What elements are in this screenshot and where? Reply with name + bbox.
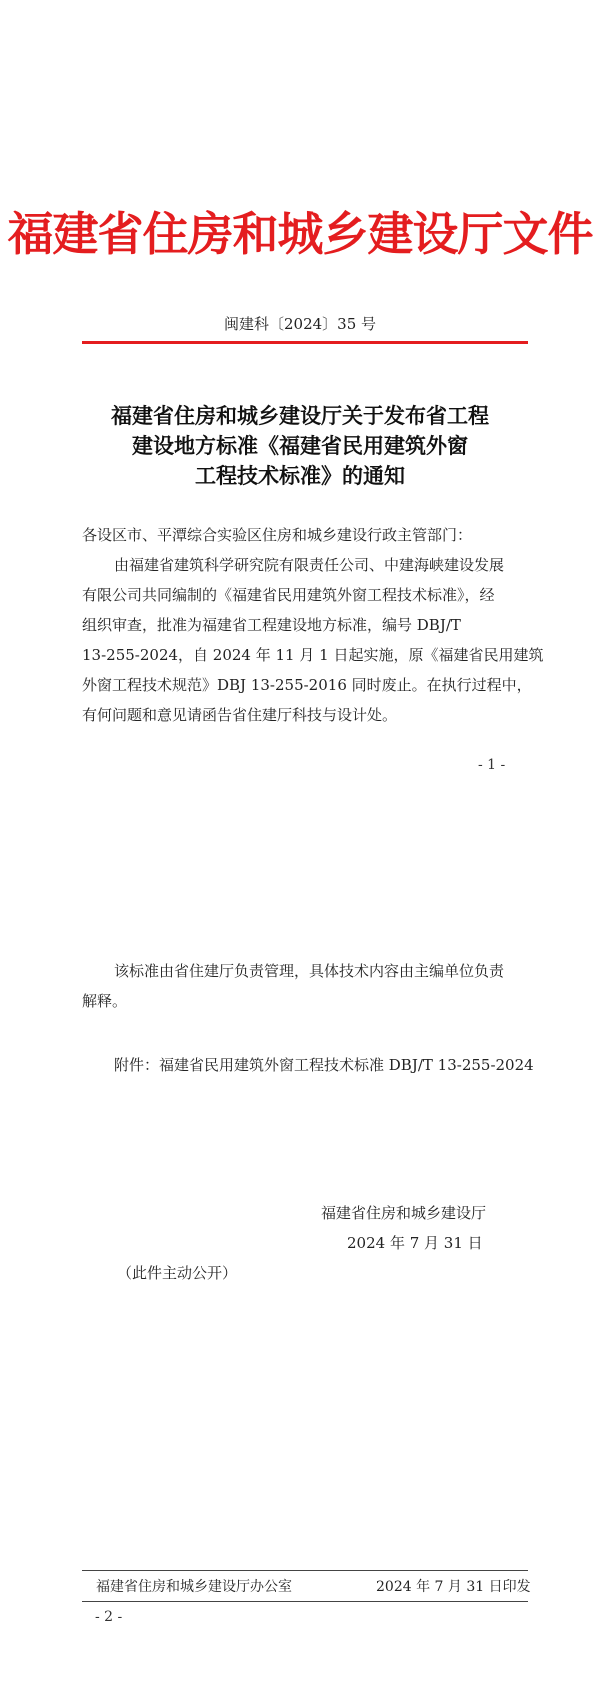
issuer-title: 福建省住房和城乡建设厅文件 <box>7 207 593 261</box>
footer-bottom-rule <box>82 1601 528 1602</box>
page2-body-line-1: 该标准由省住建厅负责管理，具体技术内容由主编单位负责 <box>114 962 505 980</box>
salutation: 各设区市、平潭综合实验区住房和城乡建设行政主管部门： <box>82 526 473 544</box>
body-line-2: 有限公司共同编制的《福建省民用建筑外窗工程技术标准》，经 <box>82 586 495 604</box>
notice-title-line-1: 福建省住房和城乡建设厅关于发布省工程 <box>111 403 489 428</box>
body-line-1: 由福建省建筑科学研究院有限责任公司、中建海峡建设发展 <box>114 556 505 574</box>
body-line-4: 13-255-2024，自 2024 年 11 月 1 日起实施，原《福建省民用建筑 <box>82 646 544 664</box>
footer-print-date: 2024 年 7 月 31 日印发 <box>376 1579 531 1595</box>
body-line-5: 外窗工程技术规范》DBJ 13-255-2016 同时废止。在执行过程中， <box>82 676 532 694</box>
page2-body-line-2: 解释。 <box>82 992 128 1010</box>
notice-title-line-3: 工程技术标准》的通知 <box>195 463 405 488</box>
body-line-3: 组织审查，批准为福建省工程建设地方标准，编号 DBJ/T <box>82 616 461 634</box>
page-number-2: - 2 - <box>95 1609 123 1625</box>
signature-date: 2024 年 7 月 31 日 <box>347 1234 483 1252</box>
document-number: 闽建科〔2024〕35 号 <box>223 315 377 333</box>
page-number-1: - 1 - <box>478 757 506 773</box>
notice-title-line-2: 建设地方标准《福建省民用建筑外窗 <box>132 433 468 458</box>
disclosure-note: （此件主动公开） <box>117 1264 238 1282</box>
attachment-line: 附件：福建省民用建筑外窗工程技术标准 DBJ/T 13-255-2024 <box>114 1056 534 1074</box>
signature-org: 福建省住房和城乡建设厅 <box>321 1204 487 1222</box>
red-divider <box>82 341 528 344</box>
footer-office: 福建省住房和城乡建设厅办公室 <box>96 1579 292 1595</box>
body-line-6: 有何问题和意见请函告省住建厅科技与设计处。 <box>82 706 398 724</box>
footer-top-rule <box>82 1570 528 1571</box>
